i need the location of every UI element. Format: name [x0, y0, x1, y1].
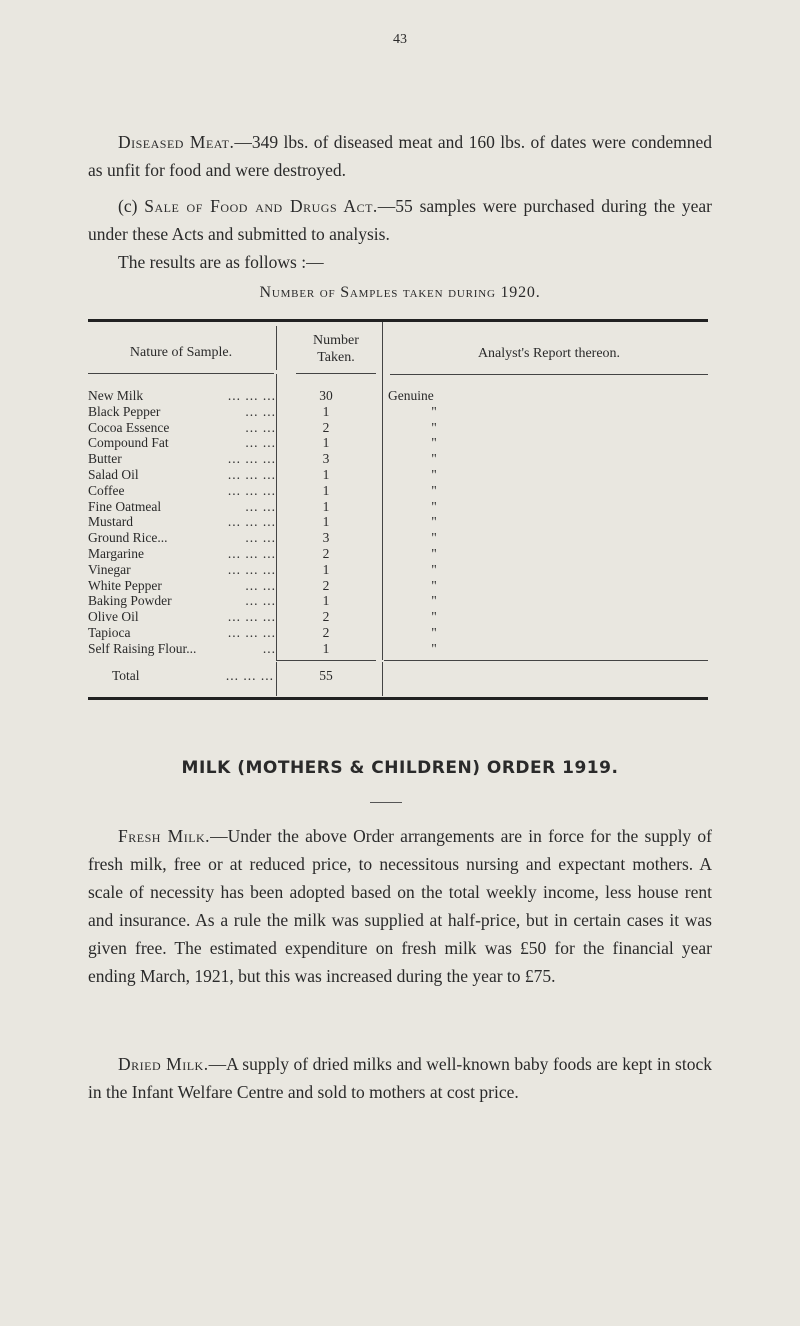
leader-dots: ... ...	[245, 530, 276, 546]
leader-dots: ... ... ...	[227, 609, 276, 625]
sample-name: Salad Oil	[88, 466, 139, 482]
dried-milk-paragraph	[88, 1050, 712, 1106]
analyst-report: "	[431, 593, 437, 609]
analyst-report: "	[431, 466, 437, 482]
analyst-report: "	[431, 451, 437, 467]
header-underline-report	[390, 374, 708, 375]
dried-milk-text: —A supply of dried milks and well-known baby foods are kept in stock in the Infant Welfare Centre and sold to mothers at cost price.	[88, 1054, 712, 1102]
fresh-milk-paragraph	[88, 822, 712, 990]
sale-act-paragraph	[88, 192, 712, 248]
results-intro: The results are as follows :—	[118, 252, 324, 272]
leader-dots: ... ...	[245, 498, 276, 514]
table-row	[88, 499, 708, 515]
table-bottom-rule	[88, 697, 708, 700]
analyst-report: "	[431, 530, 437, 546]
table-row	[88, 609, 708, 625]
sample-count: 1	[322, 482, 330, 498]
leader-dots: ... ... ...	[227, 466, 276, 482]
page-number: 43	[393, 32, 407, 47]
sample-name: Olive Oil	[88, 609, 139, 625]
sample-count: 1	[322, 640, 330, 656]
leader-dots: ... ... ...	[225, 668, 274, 683]
sale-act-lead: Sale of Food and Drugs Act.	[144, 196, 378, 216]
sample-count: 1	[322, 403, 330, 419]
table-row	[88, 578, 708, 594]
total-label: Total	[112, 668, 140, 683]
total-value: 55	[319, 668, 333, 683]
analyst-report: Genuine	[388, 388, 434, 403]
sample-name: Butter	[88, 451, 122, 467]
total-rule-report	[384, 660, 708, 661]
analyst-report: "	[431, 577, 437, 593]
sample-name: Compound Fat	[88, 435, 169, 451]
table-row	[88, 388, 708, 404]
sale-act-prefix: (c)	[118, 196, 145, 216]
header-report: Analyst's Report thereon.	[477, 346, 621, 361]
header-number: Number Taken.	[313, 333, 359, 365]
analyst-report: "	[431, 435, 437, 451]
sample-count: 30	[319, 388, 333, 403]
sample-name: Ground Rice...	[88, 530, 168, 546]
sample-count: 1	[322, 514, 330, 530]
analyst-report: "	[431, 419, 437, 435]
table-row	[88, 451, 708, 467]
sample-name: Fine Oatmeal	[88, 498, 162, 514]
analyst-report: "	[431, 403, 437, 419]
header-divider-1	[276, 326, 277, 370]
analyst-report: "	[431, 514, 437, 530]
sale-act-text: —55 samples were purchased during the year under these Acts and submitted to analysis.	[88, 196, 712, 244]
analyst-report: "	[431, 624, 437, 640]
sample-name: Mustard	[88, 514, 133, 530]
leader-dots: ... ... ...	[227, 545, 276, 561]
leader-dots: ...	[262, 640, 276, 656]
table-row	[88, 483, 708, 499]
sample-count: 1	[322, 498, 330, 514]
table-row	[88, 562, 708, 578]
sample-name: New Milk	[88, 388, 144, 403]
header-underline-nature	[88, 373, 274, 374]
leader-dots: ... ... ...	[227, 624, 276, 640]
analyst-report: "	[431, 609, 437, 625]
sample-count: 1	[322, 466, 330, 482]
fresh-milk-lead: Fresh Milk.	[118, 826, 211, 846]
leader-dots: ... ... ...	[227, 388, 276, 403]
sample-count: 3	[322, 451, 330, 467]
sample-name: Cocoa Essence	[88, 419, 170, 435]
table-top-rule	[88, 319, 708, 322]
total-rule-number	[276, 660, 376, 661]
dried-milk-lead: Dried Milk.	[118, 1054, 209, 1074]
table-row	[88, 404, 708, 420]
sample-count: 1	[322, 561, 330, 577]
diseased-meat-paragraph	[88, 128, 712, 184]
analyst-report: "	[431, 545, 437, 561]
leader-dots: ... ...	[245, 593, 276, 609]
table-row	[88, 593, 708, 609]
leader-dots: ... ...	[245, 435, 276, 451]
sample-name: Vinegar	[88, 561, 131, 577]
fresh-milk-text: —Under the above Order arrangements are in force for the supply of fresh milk, free or at reduced price, to necessitous nursing and expectant mothers. A scale of necessity has been adopted based on the total weekly income, less house rent and insurance. As a rule the milk was supplied at half-price, but in certain cases it was given free. The estimated expenditure on fresh milk was £50 for the financial year ending March, 1921, but this was increased during the year to £75.	[88, 826, 712, 986]
leader-dots: ... ... ...	[227, 482, 276, 498]
sample-name: Black Pepper	[88, 403, 161, 419]
sample-count: 2	[322, 577, 330, 593]
sample-name: Coffee	[88, 482, 125, 498]
analyst-report: "	[431, 482, 437, 498]
leader-dots: ... ... ...	[227, 561, 276, 577]
sample-name: Baking Powder	[88, 593, 172, 609]
sample-count: 1	[322, 593, 330, 609]
table-body	[88, 388, 708, 657]
sample-count: 1	[322, 435, 330, 451]
leader-dots: ... ...	[245, 403, 276, 419]
table-row	[88, 625, 708, 641]
sample-count: 2	[322, 419, 330, 435]
header-nature: Nature of Sample.	[129, 345, 233, 360]
total-divider-2	[382, 662, 383, 696]
analyst-report: "	[431, 640, 437, 656]
sample-name: White Pepper	[88, 577, 162, 593]
analyst-report: "	[431, 561, 437, 577]
leader-dots: ... ... ...	[227, 514, 276, 530]
table-title: Number of Samples taken during 1920.	[259, 284, 541, 301]
table-row	[88, 514, 708, 530]
leader-dots: ... ...	[245, 577, 276, 593]
sample-name: Tapioca	[88, 624, 131, 640]
heading-rule	[370, 802, 402, 803]
section-heading: MILK (MOTHERS & CHILDREN) ORDER 1919.	[181, 758, 619, 778]
table-row	[88, 530, 708, 546]
table-row	[88, 435, 708, 451]
leader-dots: ... ...	[245, 419, 276, 435]
sample-name: Margarine	[88, 545, 144, 561]
table-row	[88, 467, 708, 483]
leader-dots: ... ... ...	[227, 451, 276, 467]
diseased-meat-lead: Diseased Meat.	[118, 132, 235, 152]
analyst-report: "	[431, 498, 437, 514]
sample-count: 2	[322, 624, 330, 640]
sample-count: 2	[322, 545, 330, 561]
table-row	[88, 641, 708, 657]
sample-name: Self Raising Flour...	[88, 640, 197, 656]
table-row	[88, 420, 708, 436]
sample-count: 2	[322, 609, 330, 625]
table-row	[88, 546, 708, 562]
sample-count: 3	[322, 530, 330, 546]
diseased-meat-text: —349 lbs. of diseased meat and 160 lbs. of dates were condemned as unfit for food and were destroyed.	[88, 132, 713, 180]
header-underline-number	[296, 373, 376, 374]
